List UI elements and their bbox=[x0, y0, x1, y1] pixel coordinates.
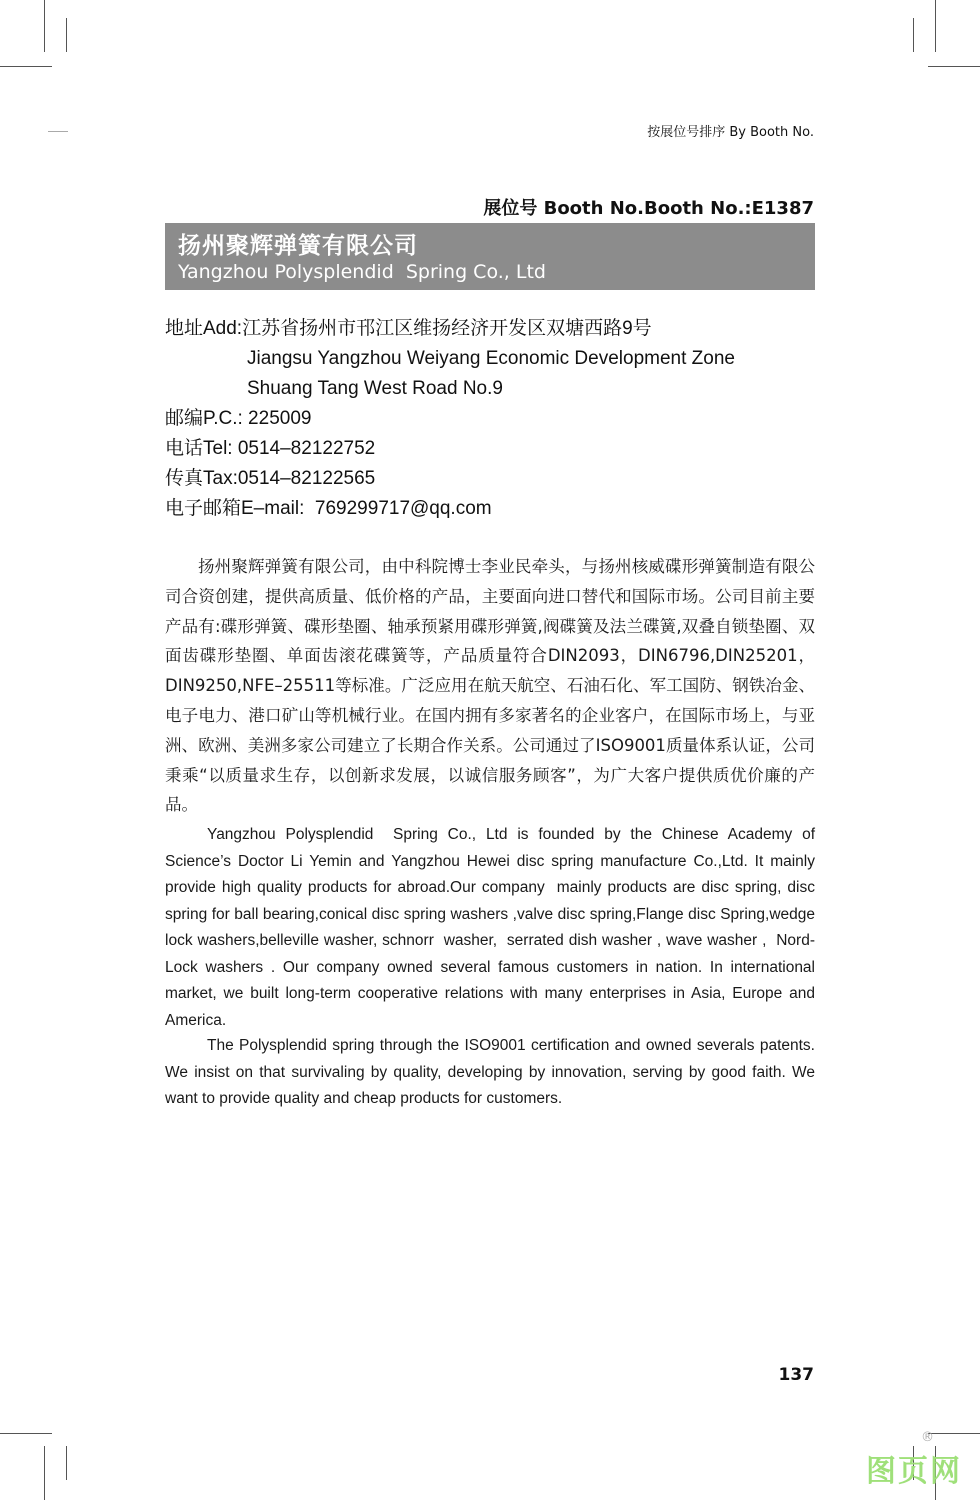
company-name-en: Yangzhou Polysplendid Spring Co., Ltd bbox=[178, 261, 546, 283]
description-zh: 扬州聚辉弹簧有限公司，由中科院博士李业民牵头，与扬州核威碟形弹簧制造有限公司合资创建，提供高质量、低价格的产品，主要面向进口替代和国际市场。公司目前主要产品有:碟形弹簧、碟形垫圈、轴承预紧用碟形弹簧,阀碟簧及法兰碟簧,双叠自锁垫圈、双面齿碟形垫圈、单面齿滚花碟簧等，产品质量符合DIN2093，DIN6796,DIN25201，DIN9250,NFE–25511等标准。广泛应用在航天航空、石油石化、军工国防、钢铁冶金、电子电力、港口矿山等机械行业。在国内拥有多家著名的企业客户，在国际市场上，与亚洲、欧洲、美洲多家公司建立了长期合作关系。公司通过了ISO9001质量体系认证，公司秉乘“以质量求生存，以创新求发展，以诚信服务顾客”，为广大客户提供质优价廉的产品。 bbox=[165, 557, 815, 815]
crop-mark bbox=[928, 66, 980, 67]
address-en-line: Shuang Tang West Road No.9 bbox=[247, 378, 503, 399]
watermark-text: 图页网 bbox=[866, 1454, 962, 1489]
description-en-paragraph: Yangzhou Polysplendid Spring Co., Ltd is founded by the Chinese Academy of Science’s Doctor Li Yemin and Yangzhou Hewei disc spring manufacture Co.,Ltd. It mainly provide high quality products for abroad.Our company mainly products are disc spring, disc spring for ball bearing,conical disc spring washers ,valve disc spring,Flange disc Spring,wedge lock washers,belleville washer, schnorr washer, serrated dish washer , wave washer , Nord-Lock washers . Our company owned several famous customers in nation. In international market, we built long-term cooperative relations with many enterprises in Asia, Europe and America. bbox=[165, 826, 820, 1029]
page-number: 137 bbox=[778, 1365, 814, 1385]
postcode: 邮编P.C.: 225009 bbox=[165, 408, 312, 429]
fax: 传真Tax:0514–82122565 bbox=[165, 468, 376, 489]
address-line: 地址Add:江苏省扬州市邗江区维扬经济开发区双塘西路9号 bbox=[165, 318, 652, 339]
company-title-band bbox=[165, 223, 815, 290]
crop-mark bbox=[48, 131, 68, 132]
telephone: 电话Tel: 0514–82122752 bbox=[165, 438, 376, 459]
email: 电子邮箱E–mail: 769299717@qq.com bbox=[165, 498, 492, 519]
crop-mark bbox=[0, 1433, 52, 1434]
crop-mark bbox=[66, 1446, 67, 1480]
crop-mark bbox=[928, 1433, 980, 1434]
crop-mark bbox=[935, 0, 936, 52]
crop-mark bbox=[66, 18, 67, 52]
running-header: 按展位号排序 By Booth No. bbox=[647, 125, 814, 140]
company-name-zh: 扬州聚辉弹簧有限公司 bbox=[178, 233, 418, 259]
crop-mark bbox=[44, 0, 45, 52]
watermark-logo bbox=[866, 1430, 962, 1490]
crop-mark bbox=[44, 1446, 45, 1500]
description-en-paragraph: The Polysplendid spring through the ISO9001 certification and owned severals patents. We insist on that survivaling by quality, developing by innovation, serving by good faith. We want to provide quality and cheap products for customers. bbox=[165, 1037, 820, 1107]
address-en-line: Jiangsu Yangzhou Weiyang Economic Development Zone bbox=[247, 348, 735, 369]
crop-mark bbox=[0, 66, 52, 67]
booth-number: 展位号 Booth No.Booth No.:E1387 bbox=[483, 198, 814, 219]
contact-info bbox=[165, 314, 815, 524]
crop-mark bbox=[913, 18, 914, 52]
registered-mark: ® bbox=[921, 1430, 934, 1445]
